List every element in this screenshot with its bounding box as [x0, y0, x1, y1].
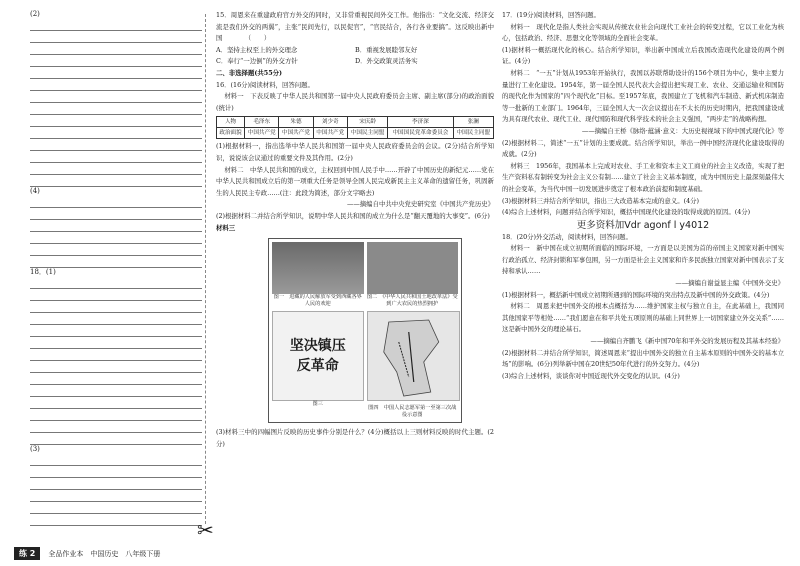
answer-line[interactable]	[30, 220, 202, 232]
answer-line[interactable]	[30, 127, 202, 139]
q18-material-one: 材料一 新中国在成立初期所面临的国际环境，一方面是以美国为首的帝国主义国家对新中国实行政治孤立、经济封锁和军事包围，另一方面是社会主义国家和许多民族独立国家对新中国表示了支持和承认……	[502, 244, 784, 276]
q17-question-one: (1)据材料一概括现代化的核心。结合所学知识，举出新中国成立后我国改造现代化建设的两个例证。(4分)	[502, 45, 784, 66]
answer-line[interactable]	[30, 397, 202, 409]
answer-line[interactable]	[30, 103, 202, 115]
politics-table	[216, 116, 494, 139]
middle-column	[216, 10, 494, 450]
poster-image	[272, 311, 364, 401]
answer-line[interactable]	[30, 409, 202, 421]
answer-line[interactable]	[30, 139, 202, 151]
q15-options	[216, 45, 494, 68]
table-cell: 人物	[217, 117, 245, 128]
photo-caption: 图三	[312, 401, 323, 408]
table-cell: 张澜	[453, 117, 493, 128]
q18-material-two-source: ——摘编自齐鹏飞《新中国70年和平外交的发展历程及其基本经验》	[590, 337, 784, 346]
poster-line: 坚决镇压	[289, 338, 346, 355]
q15-option-a: A．坚持主权至上的外交理念	[216, 45, 298, 54]
answer-line[interactable]	[30, 151, 202, 163]
answer-line[interactable]	[30, 55, 202, 67]
q16-question-one: (1)根据材料一，指出选举中华人民共和国第一届中央人民政府委员会的会议。(2分)结合所学知识，说说该会议通过的重要文件及其作用。(2分)	[216, 142, 494, 162]
answer-line[interactable]	[30, 325, 202, 337]
answer-column	[30, 10, 202, 526]
q17-material-one: 材料一 现代化是指人类社会实现从传统农业社会向现代工业社会的转变过程，它以工业化为核心，包括政治、经济、思想文化等领域的全面社会变革。	[502, 22, 784, 43]
part-two-heading: 二、非选择题(共55分)	[216, 68, 283, 77]
answer-line[interactable]	[30, 196, 202, 208]
q16-stem: 16．(16分)阅读材料，回答问题。	[216, 80, 314, 89]
q18-question-two: (2)根据材料二并结合所学知识，简述周恩来“提出中国外交的独立自主基本原则的中国外交的基本立场”的影响。(6分)列举新中国在20世纪50年代进行的外交努力。(4分)	[502, 348, 784, 369]
q17-material-two-source: ——摘编自王桥《脉络·蕴涵·意义：大历史视视域下的中国式现代化》等	[581, 126, 784, 135]
q16-question-two: (2)根据材料二并结合所学知识，说明中华人民共和国的成立为什么是“翻天覆地的大事变”。(6分)	[216, 211, 490, 220]
answer-line[interactable]	[30, 373, 202, 385]
answer-line[interactable]	[30, 361, 202, 373]
map-image	[367, 311, 461, 401]
answer-line[interactable]	[30, 454, 202, 466]
table-cell: 中国民主同盟	[347, 128, 387, 139]
q15-stem: 15．周恩来在重建政府官方外交的同时，又非常重视民间外交工作。他指出：“文化交流、经济交流是我们外交的两翼”，主张“民间先行，以民促官”，“官民结合，各行各业要搞”。这反映出新中国 （ ）	[216, 11, 494, 43]
q15-option-d: D．外交政策灵活务实	[355, 57, 418, 66]
answer-line[interactable]	[30, 421, 202, 433]
answer-label: 18．(1)	[30, 268, 56, 276]
answer-line[interactable]	[30, 244, 202, 256]
watermark-text: 更多资料加Vdr agonf l y4012	[576, 219, 710, 231]
q17-question-three: (3)根据材料三并结合所学知识，指出三大改造基本完成的意义。(4分)	[502, 196, 700, 205]
table-cell: 中国共产党	[245, 128, 279, 139]
photo-two	[367, 242, 459, 308]
table-cell: 毛泽东	[245, 117, 279, 128]
q17-question-four: (4)综合上述材料，问题并结合所学知识，概括中国现代化建设的取得成就的原因。(4分)	[502, 208, 751, 217]
photo-caption: 图一 进藏的人民解放军受到西藏各界人民的欢迎	[273, 294, 362, 308]
answer-line[interactable]	[30, 385, 202, 397]
answer-line[interactable]	[30, 433, 202, 445]
footer-text: 全品作业本 中国历史 八年级下册	[48, 549, 161, 558]
answer-line[interactable]	[30, 313, 202, 325]
answer-line[interactable]	[30, 478, 202, 490]
answer-line[interactable]	[30, 175, 202, 187]
q18-material-one-source: ——摘编自谢益显主编《中国外交史》	[675, 279, 784, 288]
poster-line: 反革命	[296, 358, 339, 375]
table-cell: 中国民主同盟	[453, 128, 493, 139]
answer-line[interactable]	[30, 43, 202, 55]
answer-line[interactable]	[30, 208, 202, 220]
answer-label: (3)	[30, 445, 40, 453]
q17-question-two: (2)根据材料二，简述“一五”计划的主要成就。结合所学知识，举出一例中国经济现代化建设取得的成就。(2分)	[502, 138, 784, 159]
answer-line[interactable]	[30, 349, 202, 361]
photo-one	[272, 242, 364, 308]
q16-material-one: 材料一 下表反映了中华人民共和国第一届中央人民政府委员会主席、副主席(部分)的政治面貌(统计)	[216, 92, 494, 112]
q18-question-three: (3)综合上述材料，谈谈你对中国近现代外交变化的认识。(4分)	[502, 371, 680, 380]
q15-option-c: C．奉行“一边倒”的外交方针	[216, 57, 298, 66]
answer-line[interactable]	[30, 67, 202, 79]
table-row	[217, 128, 494, 139]
q16-material-two: 材料二 中华人民共和国的成立，主权回到中国人民手中……开辟了中国历史的新纪元……党在中华人民共和国成立后的第一项重大任务是领导全国人民完成新民主主义革命的遗留任务，巩固新生的人民民主专政……(注：此段为简述，部分文字略去)	[216, 165, 494, 197]
q17-material-three: 材料三 1956年，我国基本上完成对农业、手工业和资本主义工商业的社会主义改造，实现了把生产资料私有制转变为社会主义公有制……建立了社会主义基本制度，成为中国历史上最深刻最伟大的社会变革，为当代中国一切发展进步奠定了根本政治前提和制度基础。	[502, 161, 784, 193]
answer-label: (2)	[30, 10, 40, 18]
answer-line[interactable]	[30, 163, 202, 175]
q18-material-two: 材料二 周恩来把中国外交的根本点概括为……维护国家主权与独立自主，在此基础上，我国同其他国家平等相处……“我们愿意在和平共处五项原则的基础上同世界上一切国家建立外交关系”……这是新中国外交的理论基石。	[502, 302, 784, 334]
q17-material-two: 材料二 “一五”计划从1953年开始执行，我国以苏联帮助设计的156个项目为中心，集中主要力量进行工业化建设。1954年，第一届全国人民代表大会提出把实现工业、农业、交通运输业和国防的现代化作为国家的“四个现代化”目标。至1957年底，我国建立了飞机和汽车制造、新式机床制造等一批新的工业部门。1964年，三届全国人大一次会议提出在不太长的历史时期内，把我国建设成为具有现代农业、现代工业、现代国防和现代科学技术的社会主义强国，“两步走”的战略构想。	[502, 68, 784, 124]
right-column	[502, 10, 784, 382]
photo-image	[272, 242, 364, 294]
photo-caption: 图二 《中华人民共和国土地改革法》受到广大农民的热烈拥护	[366, 294, 458, 308]
answer-label: (4)	[30, 187, 40, 195]
answer-line[interactable]	[30, 256, 202, 268]
page-number: 练 2	[14, 547, 40, 560]
photo-three	[272, 311, 364, 419]
q17-stem: 17．(19分)阅读材料，回答问题。	[502, 11, 600, 19]
answer-line[interactable]	[30, 502, 202, 514]
q16-material-two-source: ——摘编自中共中央党史研究室《中国共产党历史》	[347, 200, 494, 209]
answer-line[interactable]	[30, 337, 202, 349]
answer-line[interactable]	[30, 232, 202, 244]
cut-line	[205, 14, 206, 524]
table-cell: 中国共产党	[313, 128, 347, 139]
answer-line[interactable]	[30, 514, 202, 526]
q16-question-three: (3)材料三中的四幅图片反映的历史事件分别是什么？(4分)概括以上三则材料反映的时代主题。(2分)	[216, 428, 494, 448]
photo-four	[367, 311, 459, 419]
answer-line[interactable]	[30, 19, 202, 31]
q18-stem: 18．(20分)外交活动，阅读材料，回答问题。	[502, 232, 632, 241]
table-cell: 宋庆龄	[347, 117, 387, 128]
answer-line[interactable]	[30, 79, 202, 91]
q18-question-one: (1)根据材料一，概括新中国成立初期所遇到的国际环境的突出特点及新中国的外交政策。(4分)	[502, 290, 770, 299]
q16-material-three: 材料三	[216, 223, 236, 232]
table-cell: 李济深	[388, 117, 453, 128]
table-cell: 政治面貌	[217, 128, 245, 139]
answer-line[interactable]	[30, 91, 202, 103]
q15-option-b: B．重视发展睦邻友好	[355, 45, 418, 54]
table-cell: 刘少奇	[313, 117, 347, 128]
table-cell: 中国国民党革命委员会	[388, 128, 453, 139]
answer-line[interactable]	[30, 466, 202, 478]
answer-line[interactable]	[30, 115, 202, 127]
answer-line[interactable]	[30, 301, 202, 313]
answer-line[interactable]	[30, 289, 202, 301]
scissors-icon: ✂	[197, 518, 214, 542]
photo-image	[367, 242, 459, 294]
table-cell: 朱德	[279, 117, 313, 128]
table-cell: 中国共产党	[279, 128, 313, 139]
photo-caption: 图四 中国人民志愿军第一至第三次战役示意图	[368, 405, 457, 419]
answer-line[interactable]	[30, 490, 202, 502]
table-header-row	[217, 117, 494, 128]
photo-grid	[268, 238, 462, 423]
answer-line[interactable]	[30, 277, 202, 289]
answer-line[interactable]	[30, 31, 202, 43]
page-footer	[14, 547, 160, 560]
